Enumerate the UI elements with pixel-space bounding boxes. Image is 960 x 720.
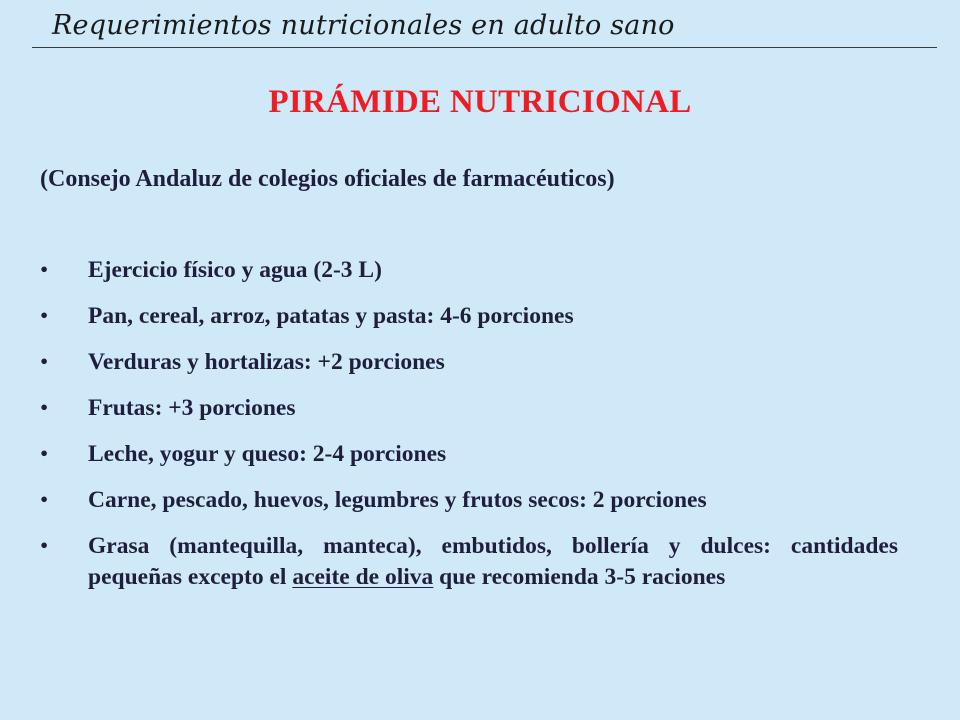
olive-oil-highlight: aceite de oliva [292,564,434,590]
list-item-text: Pan, cereal, arroz, patatas y pasta: 4-6 porciones [88,303,574,329]
recommendation-list [40,255,898,608]
list-item-text-after: que recomienda 3-5 raciones [433,564,726,590]
bullet-icon: • [40,487,49,513]
list-item-vegetables [40,347,898,378]
header-title: Requerimientos nutricionales en adulto sano [52,10,675,41]
bullet-icon: • [40,395,49,421]
page-title: PIRÁMIDE NUTRICIONAL [268,84,692,120]
bullet-icon: • [40,441,49,467]
bullet-icon: • [40,257,49,283]
header-divider [32,47,937,48]
list-item-bread-cereal [40,301,898,332]
subtitle-source: (Consejo Andaluz de colegios oficiales de farmacéuticos) [40,166,615,192]
list-item-text: Frutas: +3 porciones [88,395,296,421]
list-item-text: Ejercicio físico y agua (2-3 L) [88,257,382,283]
bullet-icon: • [40,303,49,329]
list-item-text: Leche, yogur y queso: 2-4 porciones [88,441,447,467]
list-item-text: Verduras y hortalizas: +2 porciones [88,349,445,375]
list-item-fats-sweets [40,531,898,593]
list-item-dairy [40,439,898,470]
bullet-icon: • [40,533,49,559]
list-item-protein [40,485,898,516]
bullet-icon: • [40,349,49,375]
list-item-text: Carne, pescado, huevos, legumbres y frutos secos: 2 porciones [88,487,707,513]
list-item-text-before: Grasa (mantequilla, manteca), embutidos, bollería y dulces: cantidades pequeñas excepto el [88,533,898,590]
list-item-fruits [40,393,898,424]
list-item-exercise-water [40,255,898,286]
